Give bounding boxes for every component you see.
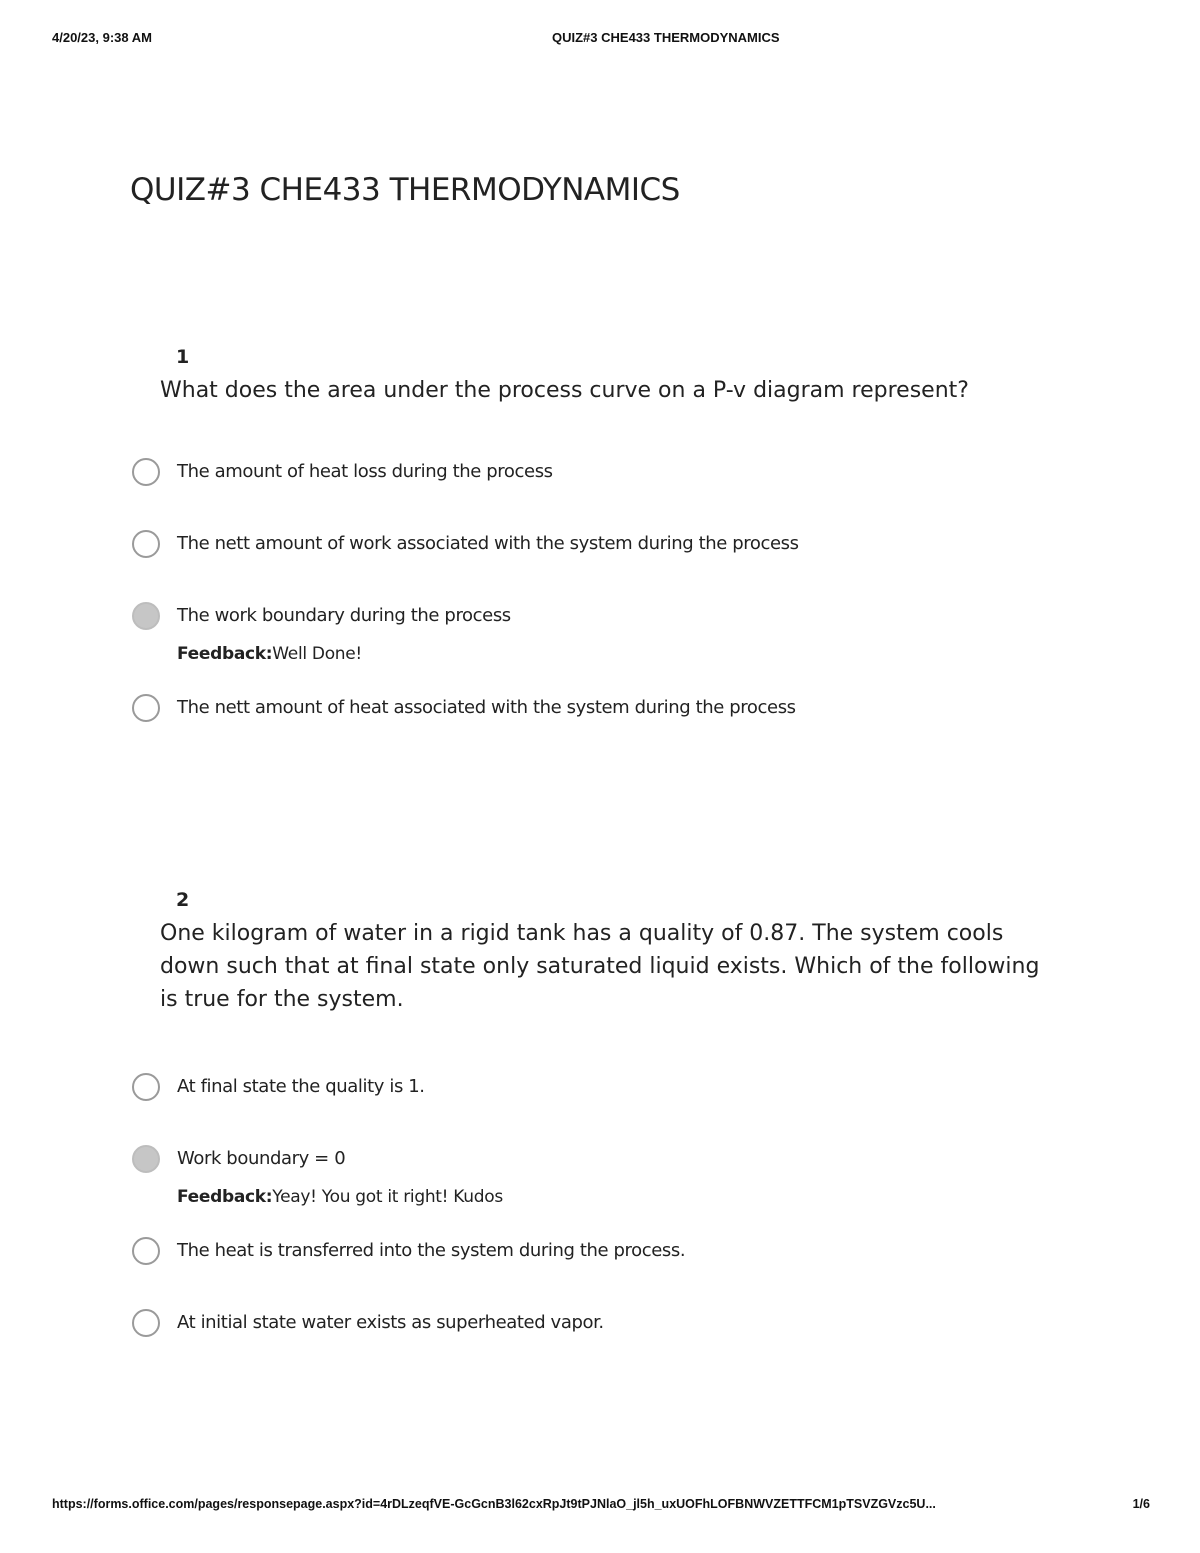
- option-list: [130, 1074, 1070, 1344]
- option-item[interactable]: [130, 459, 1070, 493]
- feedback-label: Feedback:: [177, 644, 273, 664]
- print-footer: [52, 1497, 1150, 1517]
- radio-button-selected[interactable]: [132, 602, 160, 630]
- feedback-label: Feedback:: [177, 1187, 273, 1207]
- option-item[interactable]: [130, 1310, 1070, 1344]
- option-list: [130, 459, 1070, 729]
- option-label: The heat is transferred into the system during the process.: [177, 1240, 686, 1261]
- option-label: At final state the quality is 1.: [177, 1076, 425, 1097]
- option-label: The nett amount of work associated with the system during the process: [177, 533, 799, 554]
- page-url: https://forms.office.com/pages/responsepage.aspx?id=4rDLzeqfVE-GcGcnB3l62cxRpJt9tPJNlaO_jl5h_uxUOFhLOFBNWVZETTFCM1pTSVZGVzc5U...: [52, 1497, 936, 1511]
- question-text: What does the area under the process curve on a P-v diagram represent?: [160, 378, 969, 403]
- page-counter: 1/6: [1132, 1497, 1150, 1511]
- radio-button[interactable]: [132, 1237, 160, 1265]
- option-item[interactable]: [130, 1074, 1070, 1108]
- feedback-text: Yeay! You got it right! Kudos: [272, 1187, 503, 1207]
- option-item-selected[interactable]: [130, 1146, 1070, 1208]
- radio-button[interactable]: [132, 694, 160, 722]
- option-item[interactable]: [130, 1238, 1070, 1272]
- option-label: The amount of heat loss during the process: [177, 461, 553, 482]
- option-label: The nett amount of heat associated with the system during the process: [177, 697, 796, 718]
- print-datetime: 4/20/23, 9:38 AM: [52, 30, 152, 45]
- feedback-message: [177, 643, 1070, 665]
- radio-button-selected[interactable]: [132, 1145, 160, 1173]
- radio-button[interactable]: [132, 530, 160, 558]
- radio-button[interactable]: [132, 1309, 160, 1337]
- radio-button[interactable]: [132, 1073, 160, 1101]
- question-text: One kilogram of water in a rigid tank has a quality of 0.87. The system cools down such that at final state only saturated liquid exists. Which of the following is true for the system.: [160, 921, 1040, 1012]
- option-label: At initial state water exists as superheated vapor.: [177, 1312, 604, 1333]
- question-number: 2: [176, 889, 190, 911]
- feedback-message: [177, 1186, 1070, 1208]
- question-2: [130, 889, 1070, 1382]
- page-title: QUIZ#3 CHE433 THERMODYNAMICS: [130, 172, 680, 208]
- radio-button[interactable]: [132, 458, 160, 486]
- question-1: [130, 346, 1070, 767]
- question-number: 1: [176, 346, 190, 368]
- option-label: The work boundary during the process: [177, 605, 511, 626]
- print-header-title: QUIZ#3 CHE433 THERMODYNAMICS: [552, 30, 780, 45]
- option-item[interactable]: [130, 531, 1070, 565]
- feedback-text: Well Done!: [272, 644, 362, 664]
- option-item[interactable]: [130, 695, 1070, 729]
- option-label: Work boundary = 0: [177, 1148, 346, 1169]
- option-item-selected[interactable]: [130, 603, 1070, 665]
- print-header: [52, 30, 1148, 50]
